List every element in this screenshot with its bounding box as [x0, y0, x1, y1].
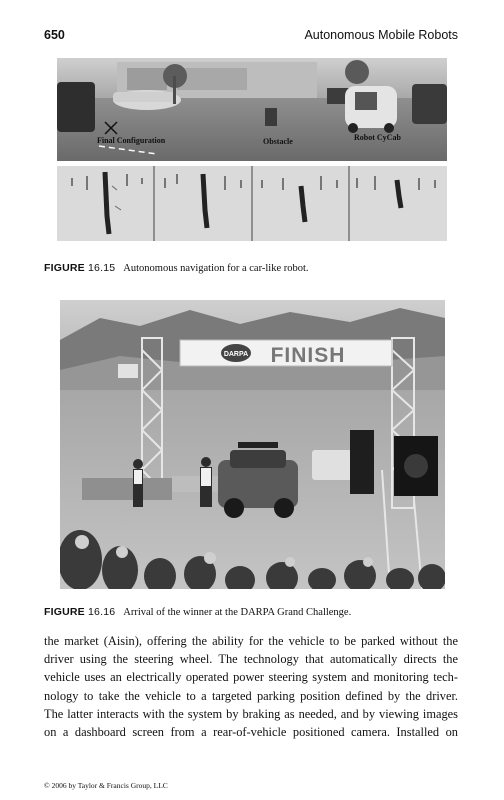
figure-label	[44, 606, 115, 618]
figure-prefix: FIGURE	[44, 262, 85, 274]
figure-label	[44, 262, 115, 274]
figure-16-15-sequence	[57, 166, 447, 241]
body-line: on a dashboard screen from a rear-of-vehicle positioned camera. Installed on	[44, 724, 458, 739]
caption-text: Autonomous navigation for a car-like robot.	[123, 263, 309, 274]
body-line: The latter interacts with the system by braking as needed, and by viewing images	[44, 706, 458, 721]
parking-lot-photo	[57, 58, 447, 161]
running-title: Autonomous Mobile Robots	[304, 28, 458, 42]
caption-text: Arrival of the winner at the DARPA Grand Challenge.	[123, 607, 352, 618]
obstacle-label: Obstacle	[263, 137, 293, 146]
figure-16-16-photo	[60, 300, 445, 589]
final-configuration-label: Final Configuration	[97, 136, 166, 145]
darpa-finish-photo	[60, 300, 445, 589]
figure-number: 16.15	[88, 262, 116, 274]
body-line: the market (Aisin), offering the ability for the vehicle to be parked without the	[44, 634, 458, 648]
figure-16-16-caption	[44, 606, 351, 618]
page-number: 650	[44, 28, 65, 42]
body-line: vehicle uses an electrically operated power steering system and monitoring tech-	[44, 670, 458, 685]
body-line: driver using the steering wheel. The technology that automatically directs the	[44, 652, 458, 667]
figure-prefix: FIGURE	[44, 606, 85, 618]
copyright-notice: © 2006 by Taylor & Francis Group, LLC	[44, 781, 168, 790]
figure-16-15-caption	[44, 262, 309, 274]
navigation-sequence-image	[57, 166, 447, 241]
figure-number: 16.16	[88, 606, 116, 618]
banner-finish-text: FINISH	[270, 344, 346, 367]
body-paragraph	[44, 632, 458, 741]
body-line: nology to take the vehicle to a targeted parking position defined by the driver.	[44, 688, 458, 703]
page-header	[44, 28, 458, 44]
robot-label: Robot CyCab	[354, 133, 401, 142]
banner-logo-text: DARPA	[223, 351, 249, 358]
figure-16-15-photo	[57, 58, 447, 161]
